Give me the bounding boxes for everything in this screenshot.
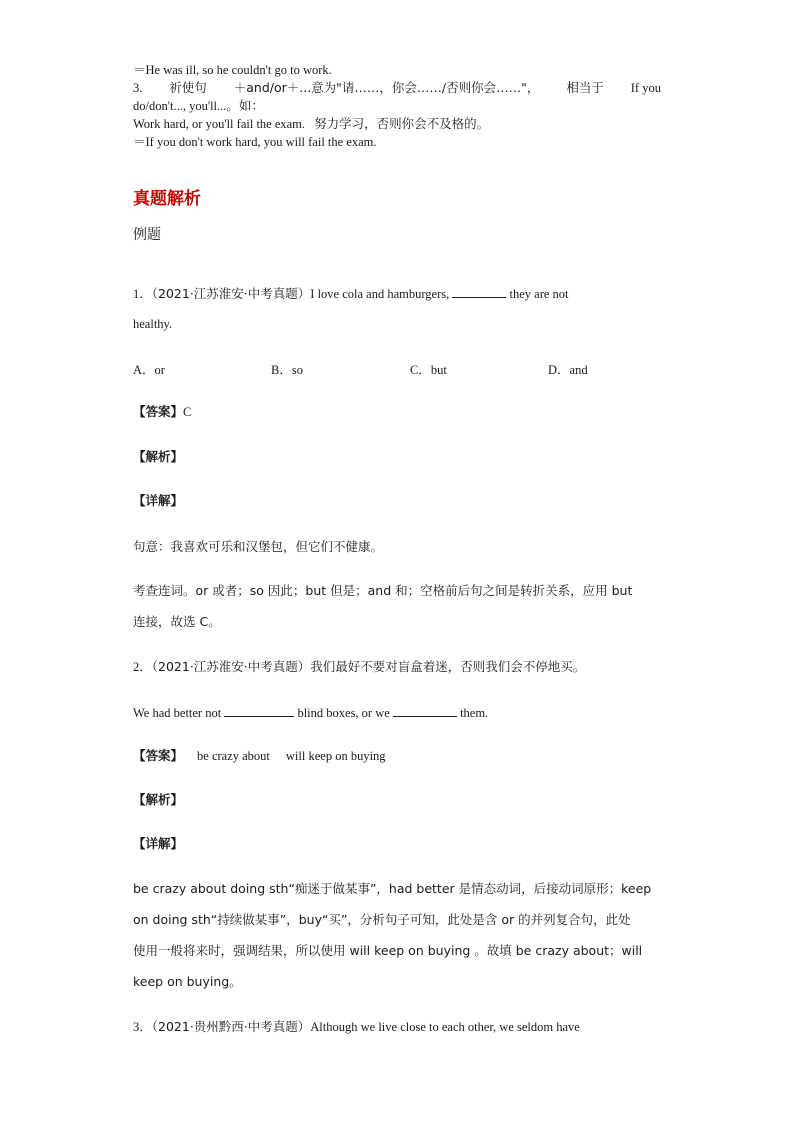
q2-english-stem	[133, 704, 488, 721]
intro-line-1: ＝He was ill, so he couldn't go to work.	[133, 63, 332, 77]
intro-line-2-meaning: ＋and/or＋...意为"请……，你会……/否则你会……"，	[233, 80, 540, 95]
q3-number: 3．	[133, 1020, 152, 1034]
q1-explain-line-1: 考查连词。or 或者；so 因此；but 但是；and 和；空格前后句之间是转折关系，应用 but	[133, 583, 633, 598]
intro-line-4-cn: 努力学习，否则你会不及格的。	[314, 116, 490, 131]
q2-explain-line-3: 使用一般将来时，强调结果，所以使用 will keep on buying 。故填 be crazy about；will	[133, 943, 643, 958]
q2-explain-line-2: on doing sth“持续做某事”，buy“买”，分析句子可知，此处是含 or 的并列复合句，此处	[133, 912, 631, 927]
q2-detail-label: 【详解】	[133, 836, 184, 851]
q2-explain-line-4: keep on buying。	[133, 974, 242, 989]
q1-option-c[interactable]: C．but	[410, 363, 447, 377]
q3-stem	[133, 1019, 580, 1035]
intro-line-4-en: Work hard, or you'll fail the exam.	[133, 117, 306, 131]
q2-en-part-3: them.	[456, 706, 489, 720]
intro-line-2	[133, 80, 661, 96]
example-label: 例题	[133, 227, 161, 243]
q1-answer	[133, 404, 191, 420]
q1-stem-before: I love cola and hamburgers,	[310, 287, 453, 301]
q2-answer-1: be crazy about	[197, 749, 270, 763]
q1-answer-value: C	[183, 405, 192, 419]
q1-source: （2021·江苏淮安·中考真题）	[151, 286, 311, 301]
q1-option-d[interactable]: D．and	[548, 363, 588, 377]
intro-line-2-number: 3.	[133, 81, 143, 95]
q1-detail-label: 【详解】	[133, 493, 184, 508]
q2-en-part-1: We had better not	[133, 706, 225, 720]
q1-stem	[133, 285, 569, 302]
section-title: 真题解析	[133, 189, 201, 209]
intro-line-5: ＝If you don't work hard, you will fail the exam.	[133, 135, 377, 149]
q2-blank-1[interactable]	[224, 704, 294, 717]
q1-number: 1．	[133, 287, 152, 301]
q1-option-a[interactable]: A．or	[133, 363, 165, 377]
intro-line-2-term: 祈使句	[169, 80, 207, 95]
q3-stem-text: Although we live close to each other, we seldom have	[310, 1020, 580, 1034]
q2-analysis-label: 【解析】	[133, 792, 184, 807]
q2-explain-line-1: be crazy about doing sth“痴迷于做某事”，had better 是情态动词，后接动词原形；keep	[133, 881, 652, 896]
q1-analysis-label: 【解析】	[133, 449, 184, 464]
intro-line-2-equal: 相当于	[566, 80, 604, 95]
q1-stem-after: they are not	[506, 287, 569, 301]
q1-blank[interactable]	[452, 285, 506, 298]
q1-answer-label: 【答案】	[133, 404, 184, 419]
q1-option-b[interactable]: B．so	[271, 363, 303, 377]
q2-stem	[133, 659, 585, 675]
q2-stem-cn: 我们最好不要对盲盒着迷，否则我们会不停地买。	[310, 659, 586, 674]
q2-en-part-2: blind boxes, or we	[294, 706, 393, 720]
q2-answer	[133, 748, 386, 764]
q2-number: 2．	[133, 660, 152, 674]
q1-meaning: 句意：我喜欢可乐和汉堡包，但它们不健康。	[133, 539, 384, 554]
intro-line-3: do/don't..., you'll...。如：	[133, 99, 264, 113]
intro-line-2-tail: If you	[630, 81, 661, 95]
q2-source: （2021·江苏淮安·中考真题）	[151, 659, 311, 674]
q2-answer-2: will keep on buying	[285, 749, 386, 763]
q2-blank-2[interactable]	[393, 704, 457, 717]
intro-line-4	[133, 116, 489, 132]
q1-stem-line-2: healthy.	[133, 317, 173, 331]
q3-source: （2021·贵州黔西·中考真题）	[151, 1019, 311, 1034]
q2-answer-label: 【答案】	[133, 748, 184, 763]
q1-explain-line-2: 连接，故选 C。	[133, 614, 221, 629]
